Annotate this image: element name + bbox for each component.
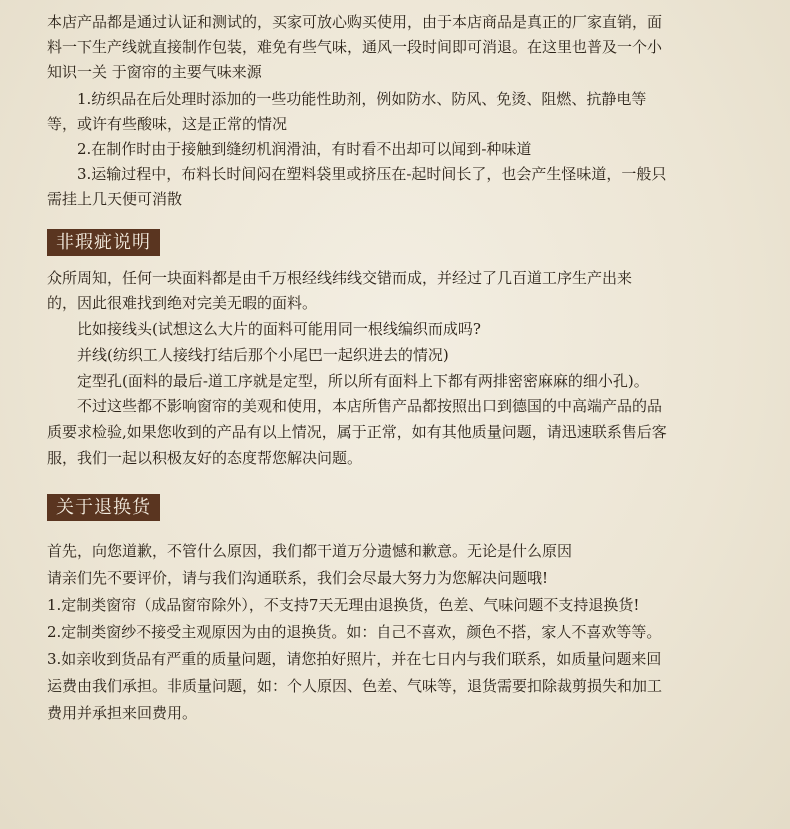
intro-line-3: 知识一关 于窗帘的主要气味来源 <box>47 63 262 81</box>
return-line-5: 3.如亲收到货品有严重的质量问题，请您拍好照片，并在七日内与我们联系，如质量问题来回 <box>47 650 662 668</box>
section-heading-flaw: 非瑕疵说明 <box>47 229 160 256</box>
flaw-line-6: 不过这些都不影响窗帘的美观和使用，本店所售产品都按照出口到德国的中高端产品的品 <box>47 397 663 415</box>
return-line-4: 2.定制类窗纱不接受主观原因为由的退换货。如：自己不喜欢，颜色不搭，家人不喜欢等等。 <box>47 623 662 641</box>
intro-line-6: 2.在制作时由于接触到缝纫机润滑油，有时看不出却可以闻到-种味道 <box>47 140 532 158</box>
return-line-1: 首先，向您道歉，不管什么原因，我们都干道万分遗憾和歉意。无论是什么原因 <box>47 542 573 560</box>
section-heading-return: 关于退换货 <box>47 494 160 521</box>
flaw-line-2: 的，因此很难找到绝对完美无暇的面料。 <box>47 294 318 312</box>
intro-line-5: 等，或许有些酸味，这是正常的情况 <box>47 115 288 133</box>
flaw-line-7: 质要求检验,如果您收到的产品有以上情况，属于正常，如有其他质量问题，请迅速联系售后客 <box>47 423 667 441</box>
intro-line-8: 需挂上几天便可消散 <box>47 190 183 208</box>
return-line-2: 请亲们先不要评价，请与我们沟通联系，我们会尽最大努力为您解决问题哦! <box>47 569 549 587</box>
flaw-line-4: 并线(纺织工人接线打结后那个小尾巴一起织进去的情况) <box>47 346 449 364</box>
return-line-6: 运费由我们承担。非质量问题，如：个人原因、色差、气味等，退货需要扣除裁剪损失和加工 <box>47 677 663 695</box>
intro-line-7: 3.运输过程中，布料长时间闷在塑料袋里或挤压在-起时间长了，也会产生怪味道，一般只 <box>47 165 667 183</box>
flaw-line-5: 定型孔(面料的最后-道工序就是定型，所以所有面料上下都有两排密密麻麻的细小孔)。 <box>47 372 649 390</box>
intro-line-1: 本店产品都是通过认证和测试的，买家可放心购买使用，由于本店商品是真正的厂家直销，面 <box>47 13 663 31</box>
intro-line-2: 料一下生产线就直接制作包装，难免有些气味，通风一段时间即可消退。在这里也普及一个小 <box>47 38 663 56</box>
intro-line-4: 1.纺织品在后处理时添加的一些功能性助剂，例如防水、防风、免烫、阻燃、抗静电等 <box>47 90 647 108</box>
return-line-3: 1.定制类窗帘（成品窗帘除外），不支持7天无理由退换货，色差、气味问题不支持退换货! <box>47 596 640 614</box>
flaw-line-3: 比如接线头(试想这么大片的面料可能用同一根线编织而成吗? <box>47 320 481 338</box>
return-line-7: 费用并承担来回费用。 <box>47 704 198 722</box>
flaw-line-1: 众所周知，任何一块面料都是由千万根经线纬线交错而成，并经过了几百道工序生产出来 <box>47 269 633 287</box>
flaw-line-8: 服，我们一起以积极友好的态度帮您解决问题。 <box>47 449 363 467</box>
